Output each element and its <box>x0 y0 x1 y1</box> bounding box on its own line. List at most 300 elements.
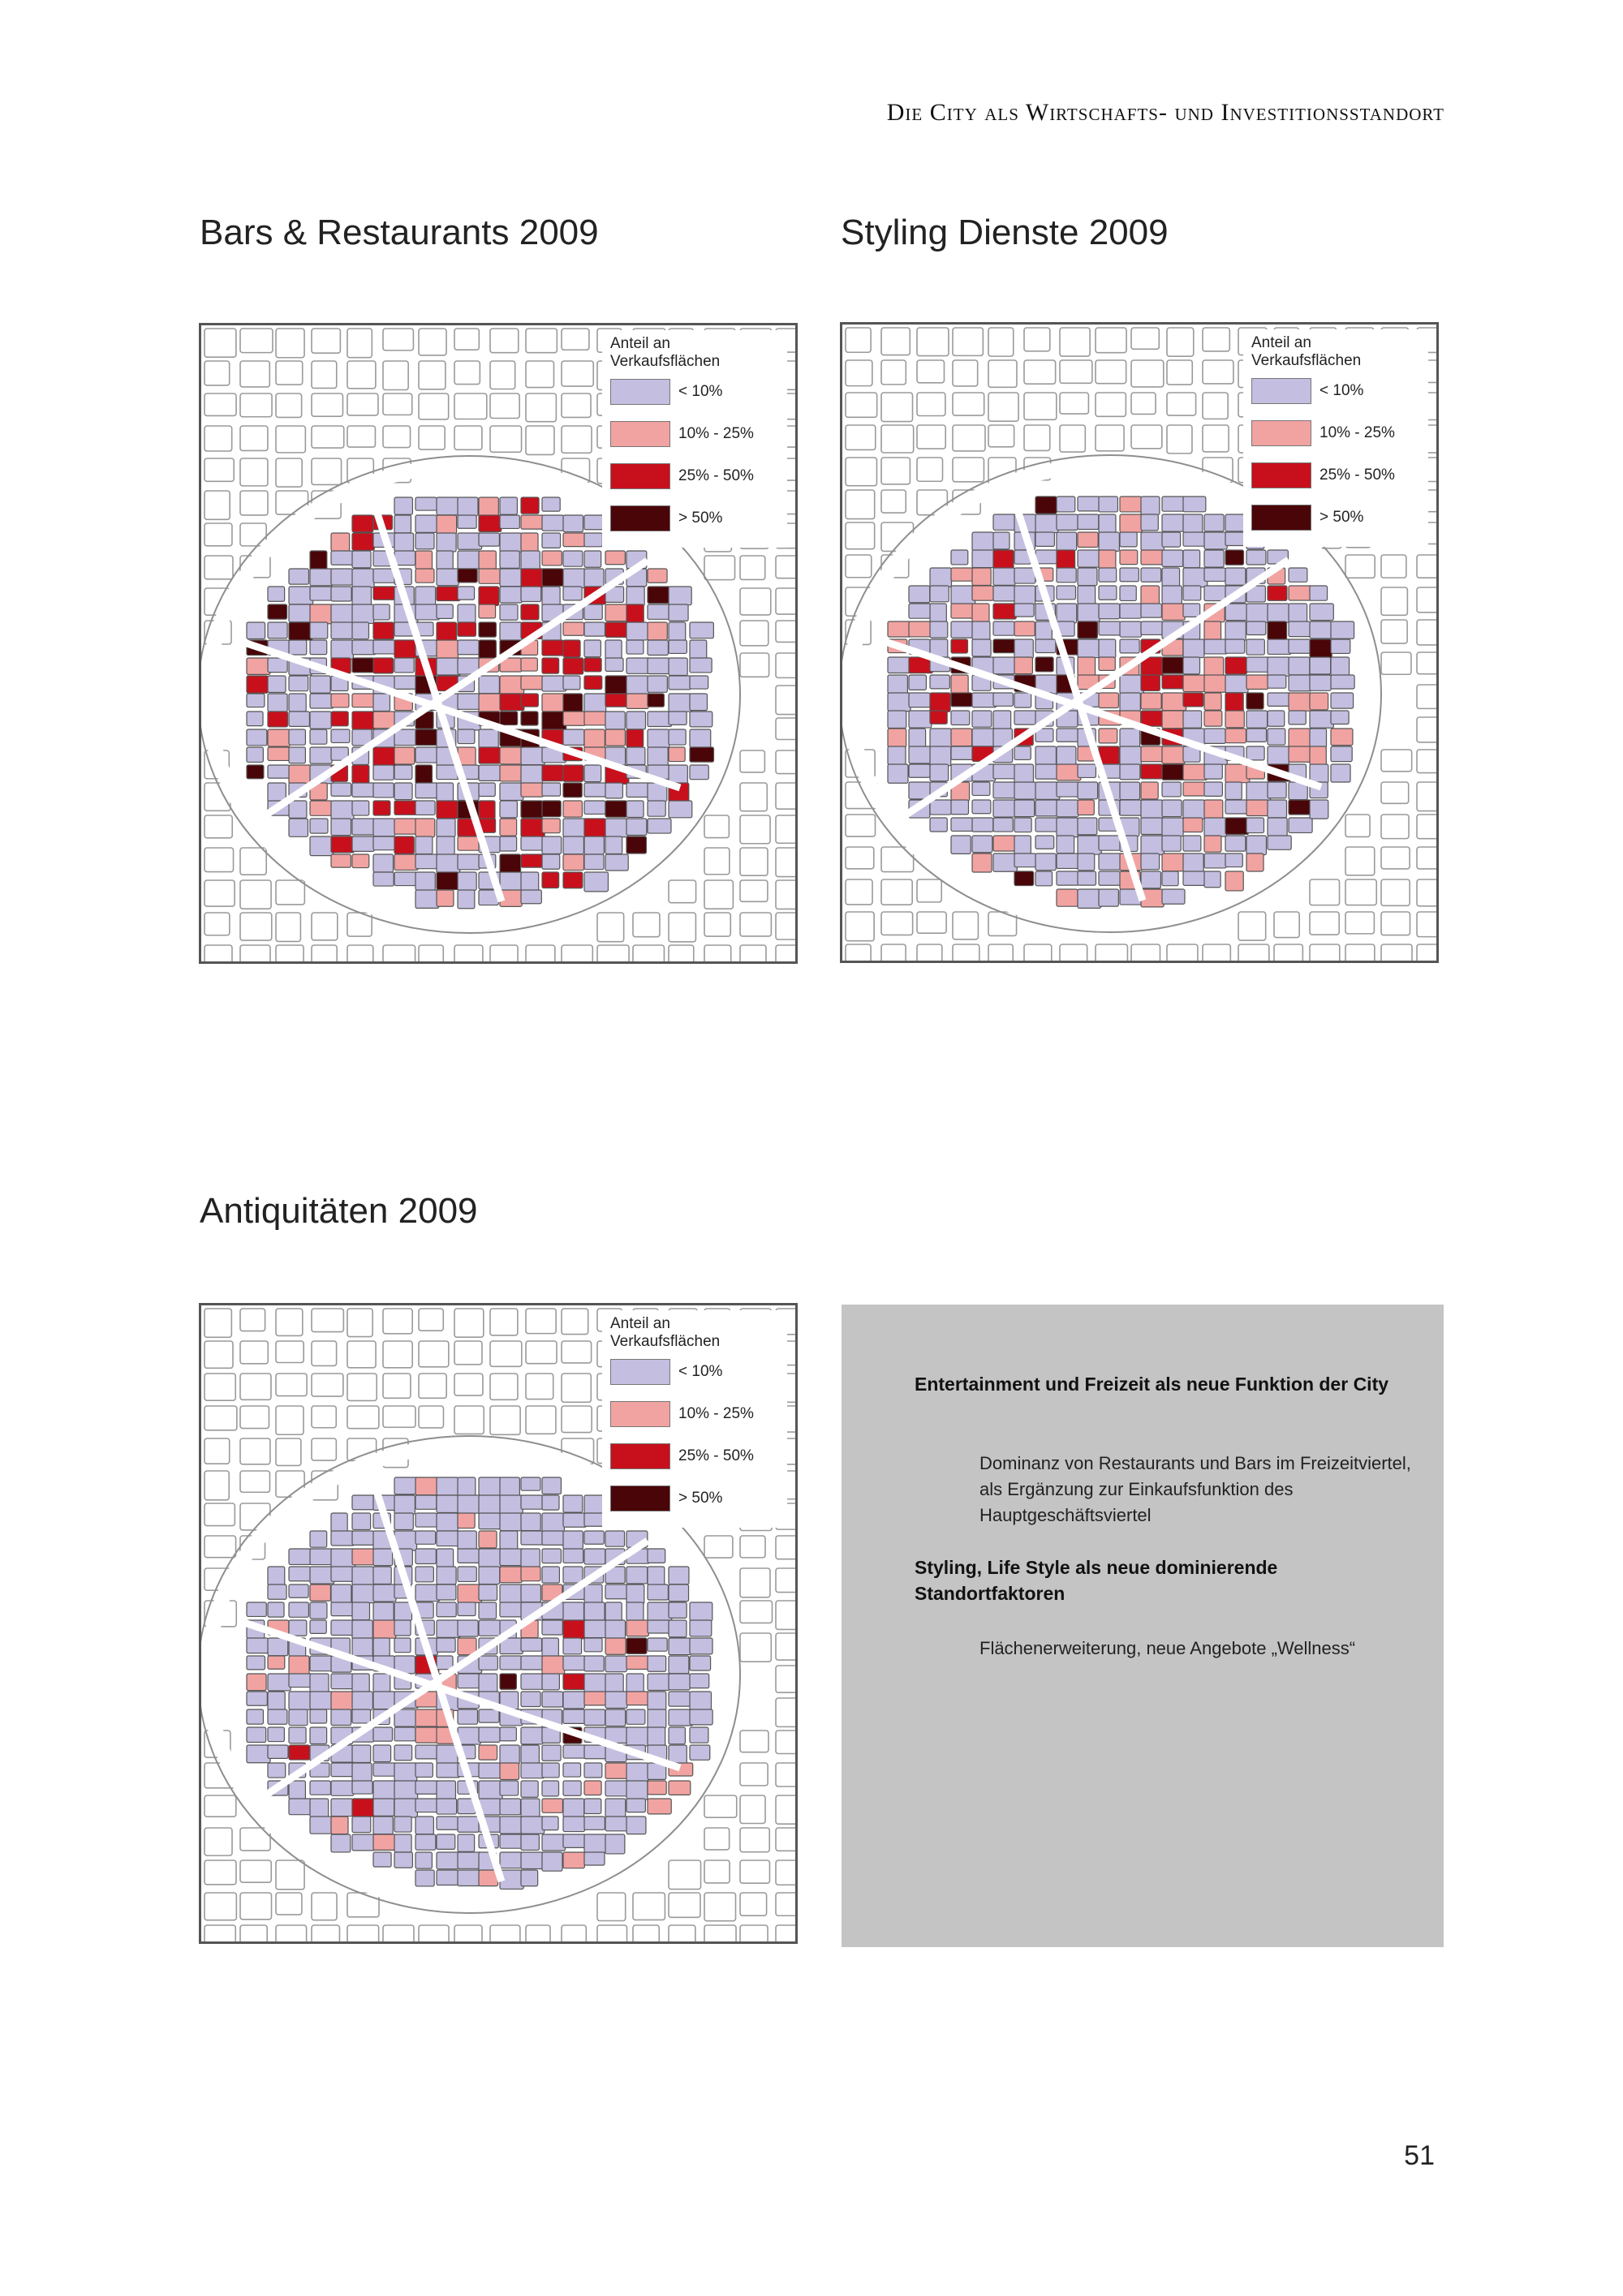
city-block <box>605 1834 625 1854</box>
city-block <box>1183 871 1206 885</box>
city-block <box>584 640 601 657</box>
city-block <box>415 819 435 837</box>
city-block <box>289 1727 306 1743</box>
street-block <box>562 1341 592 1363</box>
city-block <box>584 1709 605 1726</box>
city-block <box>437 1834 455 1849</box>
city-block <box>310 1817 334 1834</box>
city-block <box>1141 550 1164 565</box>
street-block <box>454 1925 482 1941</box>
city-block <box>563 587 582 600</box>
city-block <box>605 1817 628 1831</box>
city-block <box>1162 532 1181 547</box>
city-block <box>1120 532 1137 547</box>
street-block <box>526 361 553 388</box>
city-block <box>584 1834 608 1852</box>
city-block <box>331 587 351 601</box>
city-block <box>458 1638 476 1655</box>
city-block <box>394 1852 412 1868</box>
street-block <box>881 490 906 513</box>
street-block <box>704 1536 733 1558</box>
city-block <box>1225 871 1243 891</box>
city-block <box>951 729 972 746</box>
city-block <box>605 1781 629 1796</box>
city-block <box>500 1513 523 1531</box>
city-block <box>437 1763 460 1778</box>
street-block <box>881 393 913 422</box>
city-block <box>247 658 270 674</box>
street-block <box>776 1828 795 1851</box>
city-block <box>1183 604 1200 617</box>
legend-row-25-50 <box>610 455 781 497</box>
city-block <box>542 1817 558 1830</box>
city-block <box>331 729 350 742</box>
city-block <box>458 1513 475 1529</box>
street-block <box>776 750 795 774</box>
city-block <box>500 836 517 851</box>
street-block <box>204 1893 236 1920</box>
street-block <box>204 913 230 935</box>
street-block <box>669 880 696 903</box>
city-block <box>394 1477 419 1494</box>
city-block <box>1204 800 1223 819</box>
city-block <box>1331 693 1354 708</box>
city-block <box>1099 586 1117 600</box>
city-block <box>626 1709 645 1724</box>
city-block <box>1204 693 1221 710</box>
city-block <box>415 836 433 854</box>
street-block <box>740 1731 768 1752</box>
city-block <box>605 729 625 746</box>
city-block <box>951 568 975 581</box>
city-block <box>437 872 458 890</box>
city-block <box>1289 693 1312 711</box>
city-block <box>690 1709 712 1725</box>
city-block <box>951 693 972 707</box>
city-block <box>584 1674 607 1692</box>
street-block <box>240 1471 269 1492</box>
city-block <box>563 1692 584 1709</box>
city-block <box>373 1727 393 1741</box>
city-block <box>415 551 433 570</box>
street-block <box>1417 815 1436 839</box>
city-block <box>605 1763 628 1778</box>
legend-title-line2: Verkaufsflächen <box>1251 352 1362 369</box>
city-block <box>500 1763 519 1780</box>
city-block <box>563 1799 584 1817</box>
street-block <box>740 621 768 646</box>
city-block <box>1268 586 1287 600</box>
street-block <box>312 945 337 961</box>
city-block <box>1183 639 1204 658</box>
city-block <box>394 1709 416 1726</box>
city-block <box>669 1656 689 1674</box>
city-block <box>373 1567 391 1584</box>
city-block <box>1099 853 1122 870</box>
city-block <box>542 1549 561 1563</box>
street-block <box>1274 944 1302 961</box>
street-block <box>704 1893 736 1921</box>
city-block <box>479 1602 497 1619</box>
city-block <box>1162 889 1185 904</box>
city-block <box>437 1745 458 1764</box>
city-block <box>1268 729 1285 745</box>
street-block <box>312 329 340 353</box>
city-block <box>1014 621 1035 636</box>
street-block <box>240 1309 265 1331</box>
city-block <box>1331 639 1350 653</box>
street-block <box>1345 944 1375 961</box>
street-block <box>740 750 764 772</box>
city-block <box>373 1620 396 1638</box>
legend-swatch <box>610 1401 670 1427</box>
street-block <box>383 1406 415 1427</box>
city-block <box>563 658 583 674</box>
city-block <box>289 1692 311 1709</box>
city-block <box>563 1709 584 1723</box>
city-block <box>1078 836 1101 854</box>
city-block <box>415 1870 434 1886</box>
city-block <box>1162 586 1182 604</box>
city-block <box>521 694 538 707</box>
city-block <box>1099 497 1117 512</box>
city-block <box>1183 764 1208 780</box>
city-block <box>247 729 267 746</box>
street-block <box>1060 944 1087 961</box>
city-block <box>563 801 582 817</box>
city-block <box>1057 782 1081 797</box>
city-block <box>909 675 926 690</box>
city-block <box>1204 764 1222 779</box>
text-body-flaechenerweiterung: Flächenerweiterung, neue Angebote „Wellness“ <box>979 1638 1356 1658</box>
city-block <box>437 1495 458 1512</box>
street-block <box>1417 652 1436 674</box>
street-block <box>881 458 910 484</box>
city-block <box>648 1602 672 1621</box>
city-block <box>626 783 650 797</box>
city-block <box>331 1781 354 1795</box>
city-block <box>1014 818 1031 832</box>
street-block <box>312 361 337 388</box>
city-block <box>1141 764 1162 779</box>
city-block <box>909 693 930 707</box>
city-block <box>542 783 561 796</box>
city-block <box>1120 568 1139 582</box>
city-block <box>1183 497 1206 512</box>
street-block <box>669 913 695 942</box>
street-block <box>740 880 768 901</box>
city-block <box>648 1567 665 1585</box>
city-block <box>648 801 665 816</box>
street-block <box>846 815 875 836</box>
city-block <box>1289 711 1306 724</box>
city-block <box>415 783 438 798</box>
city-block <box>1141 836 1165 855</box>
city-block <box>1014 604 1034 617</box>
city-block <box>394 497 412 514</box>
street-block <box>917 360 944 383</box>
city-block <box>331 533 350 551</box>
city-block <box>690 1602 712 1621</box>
city-block <box>479 694 502 712</box>
city-block <box>373 622 394 639</box>
legend-label: < 10% <box>1319 382 1364 399</box>
city-block <box>521 1870 538 1886</box>
legend-row-gt50 <box>610 497 781 540</box>
legend-row-lt10 <box>610 371 781 413</box>
city-block <box>669 729 686 745</box>
city-block <box>909 711 932 728</box>
city-block <box>626 640 644 654</box>
city-block <box>563 765 583 781</box>
street-block <box>454 1309 484 1337</box>
street-block <box>917 944 942 961</box>
street-block <box>419 329 446 355</box>
city-block <box>479 801 495 819</box>
city-block <box>437 1513 458 1531</box>
city-block <box>373 1584 396 1602</box>
city-block <box>584 1692 606 1705</box>
city-block <box>437 836 454 854</box>
city-block <box>1014 639 1033 659</box>
city-block <box>437 1549 454 1567</box>
city-block <box>584 1584 602 1603</box>
city-block <box>352 658 374 673</box>
legend-label: 10% - 25% <box>1319 424 1395 441</box>
city-block <box>626 1656 649 1669</box>
city-block <box>331 569 353 585</box>
street-block <box>1381 847 1410 869</box>
city-block <box>394 783 412 800</box>
city-block <box>1310 675 1331 690</box>
city-block <box>479 551 496 569</box>
city-block <box>331 1834 351 1852</box>
city-block <box>415 1477 439 1495</box>
street-block <box>383 393 412 415</box>
city-block <box>626 604 644 623</box>
city-block <box>669 694 692 712</box>
street-block <box>846 879 872 905</box>
city-block <box>584 783 608 797</box>
city-block <box>584 676 602 690</box>
city-block <box>584 533 602 547</box>
city-block <box>563 1602 584 1622</box>
street-block <box>526 393 556 422</box>
street-block <box>846 912 874 941</box>
city-block <box>993 550 1014 569</box>
city-block <box>605 622 627 637</box>
city-block <box>1289 568 1307 582</box>
city-block <box>479 1727 500 1742</box>
city-block <box>521 1656 543 1670</box>
street-block <box>276 1374 307 1396</box>
city-block <box>1141 568 1161 582</box>
city-block <box>521 1817 545 1834</box>
street-block <box>988 425 1014 447</box>
street-block <box>1274 912 1299 938</box>
city-block <box>394 1727 415 1741</box>
city-block <box>605 819 628 837</box>
street-block <box>1381 944 1412 961</box>
map-legend <box>602 1310 787 1528</box>
street-block <box>347 1374 377 1400</box>
city-block <box>584 658 601 672</box>
city-block <box>1204 621 1221 641</box>
city-block <box>1099 604 1120 619</box>
legend-swatch <box>610 1359 670 1385</box>
city-block <box>1204 586 1228 601</box>
city-block <box>648 1799 671 1814</box>
city-block <box>268 1674 291 1691</box>
legend-label: > 50% <box>1319 509 1364 526</box>
city-block <box>1057 514 1078 530</box>
city-block <box>437 1602 456 1617</box>
city-block <box>521 658 537 671</box>
city-block <box>289 1745 310 1760</box>
city-block <box>352 783 377 797</box>
city-block <box>648 694 664 707</box>
city-block <box>1078 853 1095 871</box>
street-block <box>917 879 941 902</box>
city-block <box>1014 693 1031 707</box>
street-block <box>240 945 270 961</box>
street-block <box>1310 912 1339 935</box>
city-block <box>972 639 991 656</box>
city-block <box>521 604 539 620</box>
street-block <box>1024 328 1050 351</box>
street-block <box>1238 912 1266 940</box>
city-block <box>289 694 306 712</box>
city-block <box>479 747 501 763</box>
city-block <box>669 587 691 605</box>
city-block <box>500 765 523 781</box>
legend-swatch <box>610 379 670 405</box>
street-block <box>490 393 519 418</box>
city-block <box>1225 604 1247 621</box>
city-block <box>1268 711 1285 726</box>
city-block <box>500 1799 521 1815</box>
city-block <box>437 1477 458 1495</box>
city-block <box>521 854 543 867</box>
city-block <box>605 658 623 671</box>
city-block <box>373 1602 394 1621</box>
street-block <box>312 1374 343 1396</box>
street-block <box>1096 944 1127 961</box>
street-block <box>953 944 979 961</box>
city-block <box>542 872 559 888</box>
street-block <box>881 328 910 355</box>
city-block <box>930 818 947 832</box>
city-block <box>479 1567 500 1584</box>
street-block <box>881 879 912 905</box>
city-block <box>584 1817 605 1829</box>
city-block <box>542 836 562 853</box>
city-block <box>500 1834 524 1848</box>
city-block <box>1099 729 1117 743</box>
city-block <box>648 729 669 748</box>
city-block <box>669 1567 689 1584</box>
city-block <box>1289 746 1311 762</box>
street-block <box>704 880 733 909</box>
city-block <box>563 533 586 547</box>
city-block <box>458 1727 480 1744</box>
street-block <box>740 1828 769 1852</box>
city-block <box>1120 639 1139 653</box>
city-block <box>310 1549 334 1565</box>
street-block <box>917 912 946 933</box>
city-block <box>479 587 499 605</box>
city-block <box>563 694 583 712</box>
street-block <box>881 425 914 453</box>
city-block <box>521 1745 539 1764</box>
city-block <box>331 551 353 565</box>
city-block <box>310 1674 329 1692</box>
city-block <box>394 1763 417 1781</box>
legend-label: < 10% <box>678 383 723 400</box>
city-block <box>373 1834 396 1850</box>
city-block <box>584 801 605 814</box>
street-block <box>846 425 876 449</box>
legend-row-10-25 <box>610 1393 781 1435</box>
city-block <box>1078 514 1099 529</box>
city-block <box>415 1549 436 1563</box>
city-block <box>690 1656 711 1670</box>
city-block <box>563 676 580 690</box>
city-block <box>1057 604 1077 623</box>
city-block <box>1120 764 1140 780</box>
city-block <box>1246 836 1266 855</box>
city-block <box>1078 621 1097 638</box>
street-block <box>204 1925 235 1941</box>
city-block <box>310 1709 327 1723</box>
city-block <box>1225 711 1244 728</box>
legend-label: 10% - 25% <box>678 1405 754 1422</box>
city-block <box>1162 675 1185 689</box>
city-block <box>352 765 369 783</box>
city-block <box>521 551 540 570</box>
city-block <box>1078 657 1096 676</box>
city-block <box>930 800 951 815</box>
city-block <box>1183 568 1208 587</box>
city-block <box>521 1852 544 1868</box>
street-block <box>562 329 589 350</box>
city-block <box>1057 889 1078 906</box>
city-block <box>648 587 670 604</box>
city-block <box>458 1834 475 1851</box>
city-block <box>1141 800 1163 819</box>
city-block <box>1078 818 1097 835</box>
city-block <box>437 1656 453 1670</box>
city-block <box>563 1567 583 1583</box>
city-block <box>500 1584 523 1603</box>
city-block <box>1183 782 1205 796</box>
street-block <box>740 653 769 677</box>
city-block <box>415 497 437 510</box>
city-block <box>289 819 308 836</box>
city-block <box>458 1870 480 1885</box>
city-block <box>1014 568 1035 583</box>
city-block <box>331 1549 355 1567</box>
city-block <box>1078 550 1102 567</box>
city-block <box>542 551 562 565</box>
city-block <box>626 1763 648 1781</box>
city-block <box>415 569 434 583</box>
street-block <box>1381 879 1410 905</box>
legend-label: > 50% <box>678 510 723 527</box>
city-block <box>648 640 668 655</box>
city-block <box>1078 800 1094 815</box>
street-block <box>562 426 592 453</box>
